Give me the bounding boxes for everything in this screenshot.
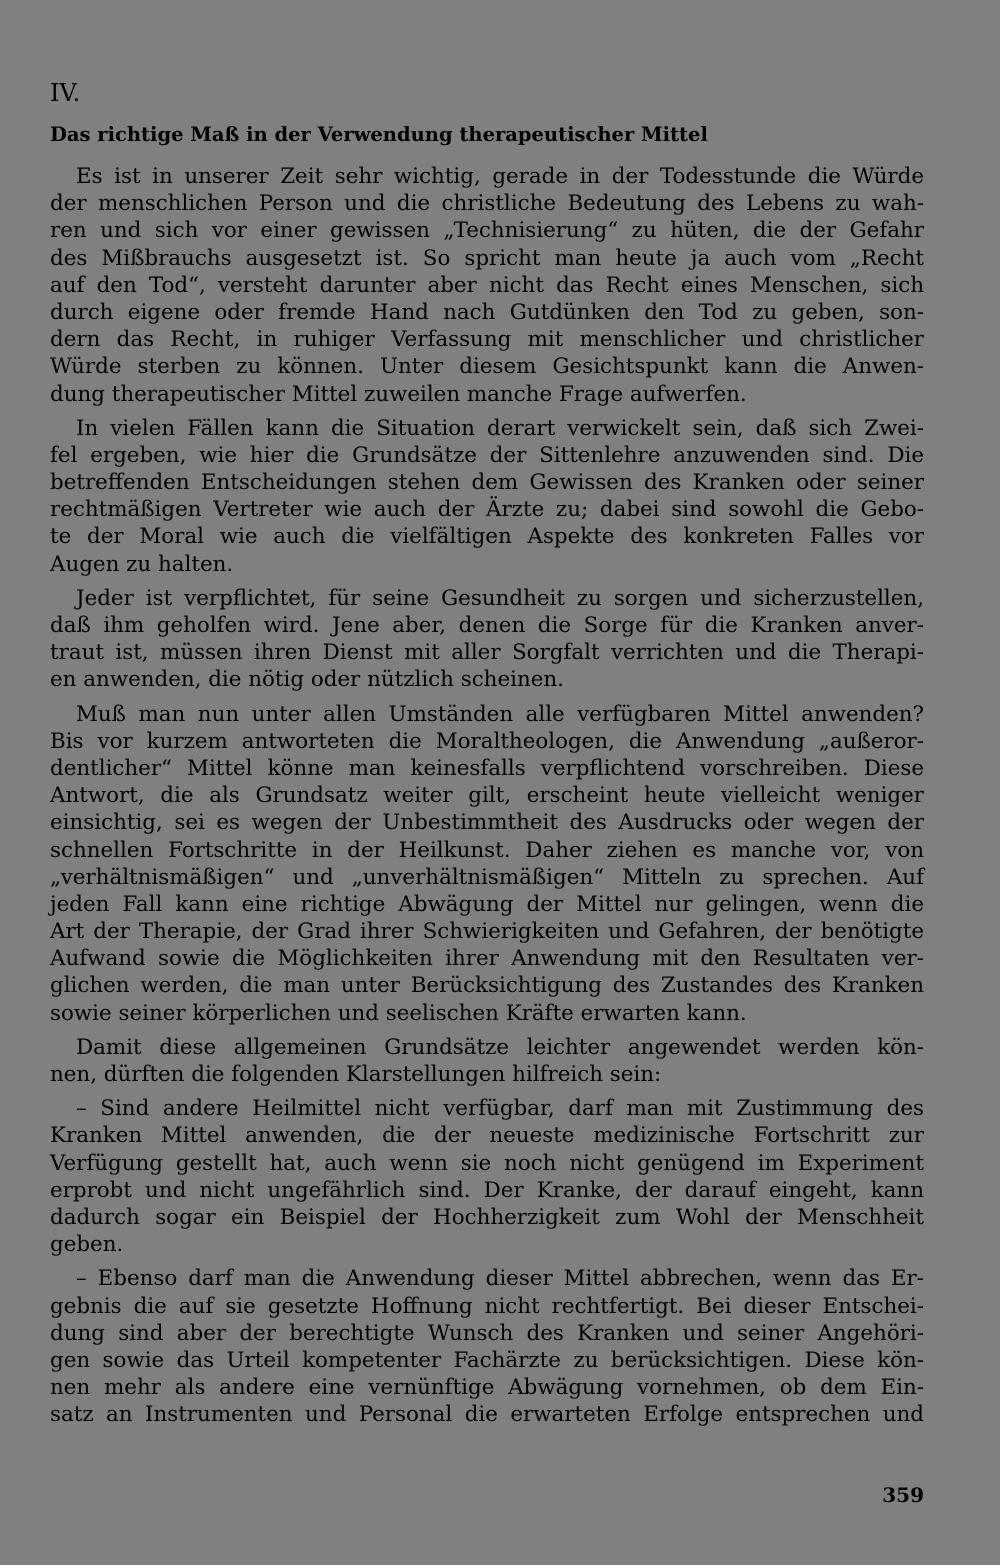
text-line: traut ist, müssen ihren Dienst mit aller Sorgfalt verrichten und die Therapi- xyxy=(50,640,924,666)
body-text xyxy=(50,163,924,1428)
text-line: sowie seiner körperlichen und seelischen Kräfte erwarten kann. xyxy=(50,1000,747,1026)
section-title: Das richtige Maß in der Verwendung therapeutischer Mittel xyxy=(50,123,708,146)
paragraph xyxy=(50,1095,924,1258)
paragraph xyxy=(50,1265,924,1428)
text-line: fel ergeben, wie hier die Grundsätze der Sittenlehre anzuwenden sind. Die xyxy=(50,442,924,468)
text-line: – Ebenso darf man die Anwendung dieser Mittel abbrechen, wenn das Er- xyxy=(76,1266,924,1292)
text-line: Kranken Mittel anwenden, die der neueste medizinische Fortschritt zur xyxy=(50,1123,924,1149)
text-line: In vielen Fällen kann die Situation derart verwickelt sein, daß sich Zwei- xyxy=(76,415,924,441)
text-line: Es ist in unserer Zeit sehr wichtig, gerade in der Todesstunde die Würde xyxy=(76,164,924,189)
paragraph xyxy=(50,415,924,578)
text-line: Art der Therapie, der Grad ihrer Schwierigkeiten und Gefahren, der benötigte xyxy=(50,919,924,945)
text-line: Damit diese allgemeinen Grundsätze leichter angewendet werden kön- xyxy=(76,1034,924,1060)
text-line: Muß man nun unter allen Umständen alle verfügbaren Mittel anwenden? xyxy=(76,701,924,727)
text-line: – Sind andere Heilmittel nicht verfügbar, darf man mit Zustimmung des xyxy=(76,1096,924,1122)
text-line: rechtmäßigen Vertreter wie auch der Ärzte zu; dabei sind sowohl die Gebo- xyxy=(50,497,924,523)
text-line: ren und sich vor einer gewissen „Technisierung“ zu hüten, die der Gefahr xyxy=(50,218,924,244)
text-line: dadurch sogar ein Beispiel der Hochherzigkeit zum Wohl der Menschheit xyxy=(50,1204,924,1230)
paragraph xyxy=(50,701,924,1027)
paragraph xyxy=(50,163,924,408)
text-line: des Mißbrauchs ausgesetzt ist. So spricht man heute ja auch vom „Recht xyxy=(50,245,924,271)
text-line: glichen werden, die man unter Berücksichtigung des Zustandes des Kranken xyxy=(50,973,924,999)
page-number: 359 xyxy=(882,1483,924,1507)
text-line: dung sind aber der berechtigte Wunsch des Kranken und seiner Angehöri- xyxy=(50,1320,924,1346)
text-line: Aufwand sowie die Möglichkeiten ihrer Anwendung mit den Resultaten ver- xyxy=(50,946,924,972)
text-line: Würde sterben zu können. Unter diesem Gesichtspunkt kann die Anwen- xyxy=(50,354,924,380)
text-line: Verfügung gestellt hat, auch wenn sie noch nicht genügend im Experiment xyxy=(50,1150,924,1176)
text-line: satz an Instrumenten und Personal die erwarteten Erfolge entsprechen und xyxy=(50,1402,924,1428)
text-line: der menschlichen Person und die christliche Bedeutung des Lebens zu wah- xyxy=(50,191,924,217)
paragraph xyxy=(50,585,924,694)
text-line: nen, dürften die folgenden Klarstellungen hilfreich sein: xyxy=(50,1062,662,1087)
text-line: Antwort, die als Grundsatz weiter gilt, erscheint heute vielleicht weniger xyxy=(50,783,924,809)
text-line: dern das Recht, in ruhiger Verfassung mit menschlicher und christlicher xyxy=(50,327,924,353)
text-line: „verhältnismäßigen“ und „unverhältnismäßigen“ Mitteln zu sprechen. Auf xyxy=(50,864,924,890)
text-line: Bis vor kurzem antworteten die Moraltheologen, die Anwendung „außeror- xyxy=(50,728,924,754)
text-line: nen mehr als andere eine vernünftige Abwägung vornehmen, ob dem Ein- xyxy=(50,1375,924,1401)
text-line: te der Moral wie auch die vielfältigen Aspekte des konkreten Falles vor xyxy=(50,524,924,550)
text-line: schnellen Fortschritte in der Heilkunst. Daher ziehen es manche vor, von xyxy=(50,837,924,863)
text-line: betreffenden Entscheidungen stehen dem Gewissen des Kranken oder seiner xyxy=(50,470,924,496)
text-line: durch eigene oder fremde Hand nach Gutdünken den Tod zu geben, son- xyxy=(50,299,924,325)
text-line: Jeder ist verpflichtet, für seine Gesundheit zu sorgen und sicherzustellen, xyxy=(76,585,924,611)
text-line: gen sowie das Urteil kompetenter Fachärzte zu berücksichtigen. Diese kön- xyxy=(50,1347,924,1373)
text-line: daß ihm geholfen wird. Jene aber, denen die Sorge für die Kranken anver- xyxy=(50,613,924,638)
text-line: dung therapeutischer Mittel zuweilen manche Frage aufwerfen. xyxy=(50,381,747,407)
paragraph xyxy=(50,1034,924,1088)
text-line: erprobt und nicht ungefährlich sind. Der Kranke, der darauf eingeht, kann xyxy=(50,1177,924,1203)
text-line: geben. xyxy=(50,1232,124,1258)
text-line: dentlicher“ Mittel könne man keinesfalls verpflichtend vorschreiben. Diese xyxy=(50,755,924,781)
document-page xyxy=(50,78,924,1435)
text-line: gebnis die auf sie gesetzte Hoffnung nicht rechtfertigt. Bei dieser Entschei- xyxy=(50,1293,924,1319)
text-line: einsichtig, sei es wegen der Unbestimmtheit des Ausdrucks oder wegen der xyxy=(50,810,924,836)
text-line: Augen zu halten. xyxy=(50,551,234,577)
section-number: IV. xyxy=(50,79,81,107)
text-line: en anwenden, die nötig oder nützlich scheinen. xyxy=(50,667,564,693)
text-line: jeden Fall kann eine richtige Abwägung der Mittel nur gelingen, wenn die xyxy=(50,891,924,917)
text-line: auf den Tod“, versteht darunter aber nicht das Recht eines Menschen, sich xyxy=(50,272,924,298)
